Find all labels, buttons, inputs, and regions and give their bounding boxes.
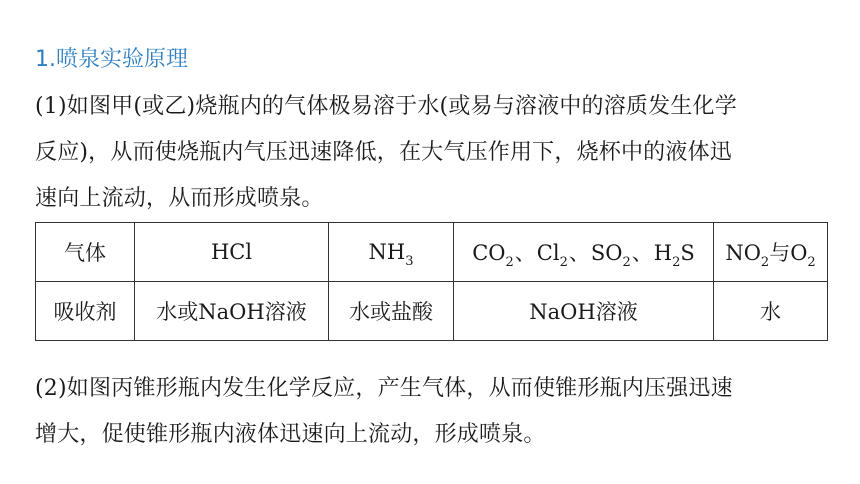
- formula-subscript: 2: [807, 255, 816, 270]
- paragraph-1: [35, 84, 825, 222]
- paragraph-1-line: (1)如图甲(或乙)烧瓶内的气体极易溶于水(或易与溶液中的溶质发生化学: [35, 94, 737, 119]
- gas-cell-hcl: HCl: [135, 223, 329, 282]
- separator: 、: [568, 241, 590, 265]
- formula-subscript: 3: [405, 254, 414, 269]
- formula-base: NH: [368, 240, 406, 264]
- gas-cell-group: [454, 223, 714, 282]
- absorbent-table: [35, 222, 828, 341]
- paragraph-2-line: 增大，促使锥形瓶内液体迅速向上流动，形成喷泉。: [35, 422, 546, 447]
- formula-subscript: 2: [672, 255, 681, 270]
- absorbent-cell: NaOH溶液: [454, 282, 714, 341]
- gas-row: [36, 223, 828, 282]
- separator: 、: [514, 241, 536, 265]
- paragraph-2-line: (2)如图丙锥形瓶内发生化学反应，产生气体，从而使锥形瓶内压强迅速: [35, 376, 733, 401]
- formula-base: CO: [472, 241, 506, 265]
- absorbent-cell: 水或NaOH溶液: [135, 282, 329, 341]
- paragraph-1-line: 速向上流动，从而形成喷泉。: [35, 186, 324, 211]
- absorbent-header-cell: 吸收剂: [36, 282, 135, 341]
- paragraph-1-line: 反应)，从而使烧瓶内气压迅速降低，在大气压作用下，烧杯中的液体迅: [35, 140, 732, 165]
- formula-subscript: 2: [760, 255, 770, 270]
- formula-base: NO: [725, 241, 761, 265]
- formula-subscript: 2: [505, 255, 514, 270]
- formula-subscript: 2: [622, 255, 631, 270]
- formula-base: Cl: [536, 241, 560, 265]
- absorbent-cell: 水: [714, 282, 828, 341]
- gas-header-cell: 气体: [36, 223, 135, 282]
- formula-tail: S: [680, 241, 695, 265]
- formula-subscript: 2: [559, 255, 568, 270]
- absorbent-cell: 水或盐酸: [329, 282, 454, 341]
- paragraph-2: [35, 366, 825, 458]
- formula-base: O: [790, 241, 808, 265]
- separator: 、: [631, 241, 653, 265]
- formula-base: SO: [590, 241, 623, 265]
- section-title: 1.喷泉实验原理: [35, 47, 188, 72]
- formula-base: H: [653, 241, 673, 265]
- absorbent-row: [36, 282, 828, 341]
- gas-cell-nh3: [329, 223, 454, 282]
- gas-cell-no2-o2: [714, 223, 828, 282]
- joiner-text: 与: [769, 241, 791, 265]
